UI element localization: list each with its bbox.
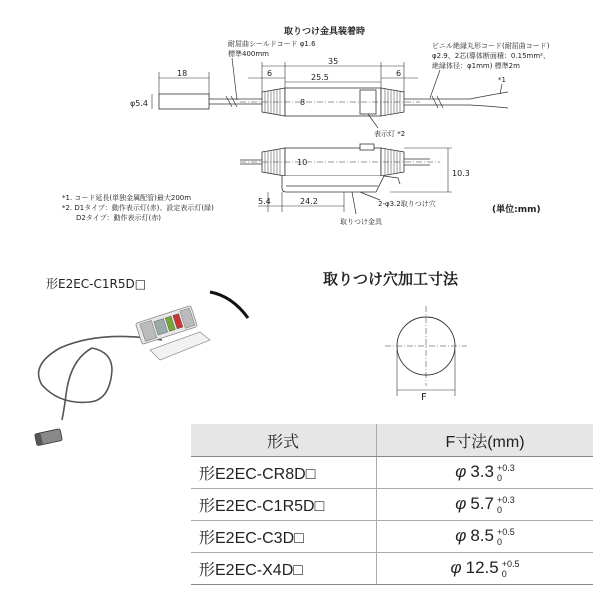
f-cell bbox=[377, 521, 594, 553]
tol-upper: +0.5 bbox=[496, 526, 515, 537]
tolerance bbox=[497, 463, 515, 483]
dim-35: 35 bbox=[328, 57, 339, 66]
tolerance bbox=[502, 559, 520, 579]
phi-symbol: φ bbox=[455, 494, 467, 514]
cable-leader bbox=[232, 58, 237, 100]
dim-6a: 6 bbox=[267, 69, 273, 78]
dim-f: F bbox=[421, 392, 427, 403]
f-value: 5.7 bbox=[470, 494, 494, 514]
product-photo bbox=[35, 292, 248, 446]
f-cell bbox=[377, 457, 594, 489]
sensor-head bbox=[159, 94, 209, 109]
tol-lower: 0 bbox=[501, 568, 507, 579]
tol-upper: +0.3 bbox=[496, 494, 515, 505]
dim-242: 24.2 bbox=[300, 197, 318, 206]
footnote-1: *1. コード延長(単独金属配管)最大200m bbox=[62, 194, 192, 202]
f-value: 3.3 bbox=[470, 462, 494, 482]
table-row bbox=[191, 521, 593, 553]
dim-255: 25.5 bbox=[311, 73, 329, 82]
tol-lower: 0 bbox=[496, 536, 502, 547]
table-header-row bbox=[191, 424, 593, 457]
cord-break bbox=[432, 96, 443, 108]
star1-label: *1 bbox=[498, 76, 506, 84]
dim-18: 18 bbox=[177, 69, 188, 78]
model-cell: 形E2EC-C1R5D□ bbox=[191, 489, 377, 521]
dim-6b: 6 bbox=[396, 69, 402, 78]
cord-leader bbox=[430, 70, 440, 98]
phi-symbol: φ bbox=[455, 462, 467, 482]
model-cell: 形E2EC-C3D□ bbox=[191, 521, 377, 553]
hole-leader bbox=[360, 192, 380, 200]
dim-54b: 5.4 bbox=[258, 197, 271, 206]
header-model: 形式 bbox=[191, 424, 377, 457]
model-cell: 形E2EC-CR8D□ bbox=[191, 457, 377, 489]
cord-note-2: φ2.9、2芯(導体断面積：0.15mm²、 bbox=[432, 52, 550, 60]
footnote-3: D2タイプ：動作表示灯(赤) bbox=[76, 214, 161, 222]
tolerance bbox=[497, 527, 515, 547]
table-row bbox=[191, 489, 593, 521]
bracket-label: 取りつけ金具 bbox=[340, 218, 382, 226]
f-value: 8.5 bbox=[470, 526, 494, 546]
model-cell: 形E2EC-X4D□ bbox=[191, 553, 377, 585]
f-cell bbox=[377, 489, 594, 521]
tol-lower: 0 bbox=[496, 504, 502, 515]
bracket-leader bbox=[352, 192, 356, 214]
f-dimension-table bbox=[191, 424, 593, 585]
tol-upper: +0.5 bbox=[501, 558, 520, 569]
bracket-tab bbox=[384, 176, 400, 184]
photo-label: 形E2EC-C1R5D□ bbox=[46, 277, 147, 291]
indicator-label: 表示灯 *2 bbox=[374, 130, 406, 138]
phi-symbol: φ bbox=[450, 558, 462, 578]
f-value: 12.5 bbox=[465, 558, 499, 578]
dim-phi54: φ5.4 bbox=[130, 99, 148, 108]
footnote-2: *2. D1タイプ：動作表示灯(赤)、設定表示灯(緑) bbox=[62, 204, 214, 212]
tolerance bbox=[497, 495, 515, 515]
cable-note-1: 耐屈曲シールドコード φ1.6 bbox=[228, 40, 316, 48]
table-row bbox=[191, 457, 593, 489]
hole-section-title: 取りつけ穴加工寸法 bbox=[323, 270, 459, 288]
side-indicator bbox=[360, 144, 374, 150]
cord-wires bbox=[470, 92, 508, 108]
dim-8: 8 bbox=[300, 98, 306, 107]
header-f: F寸法(mm) bbox=[377, 424, 594, 457]
dim-10: 10 bbox=[297, 158, 308, 167]
tol-lower: 0 bbox=[496, 472, 502, 483]
table-row bbox=[191, 553, 593, 585]
dim-103: 10.3 bbox=[452, 169, 470, 178]
bracket-body bbox=[282, 176, 384, 192]
star1-leader bbox=[500, 84, 502, 94]
cable-break bbox=[226, 96, 237, 107]
f-cell bbox=[377, 553, 594, 585]
cord-note-1: ビニル絶縁丸形コード(耐屈曲コード) bbox=[432, 42, 550, 50]
top-drawing-title: 取りつけ金具装着時 bbox=[284, 27, 366, 37]
cable-note-2: 標準400mm bbox=[228, 50, 269, 58]
cord-note-3: 絶縁体径：φ1mm) 標準2m bbox=[432, 62, 520, 70]
tol-upper: +0.3 bbox=[496, 462, 515, 473]
unit-label: (単位:mm) bbox=[492, 205, 541, 215]
hole-label: 2-φ3.2取りつけ穴 bbox=[378, 200, 436, 208]
phi-symbol: φ bbox=[455, 526, 467, 546]
